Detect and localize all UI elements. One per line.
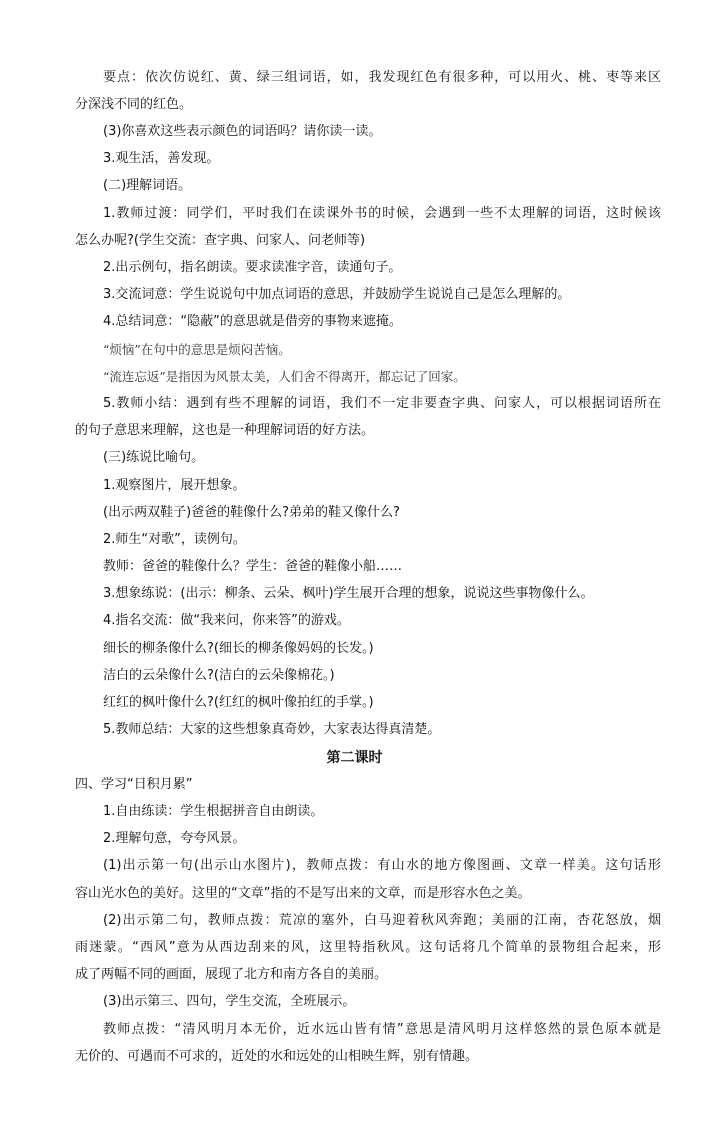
paragraph-line: 1.自由练读：学生根据拼音自由朗读。 <box>103 804 324 819</box>
paragraph-line: 洁白的云朵像什么?(洁白的云朵像棉花。) <box>103 668 335 683</box>
paragraph-line: 1.观察图片，展开想象。 <box>103 478 246 493</box>
paragraph-line: 成了两幅不同的画面，展现了北方和南方各自的美丽。 <box>75 967 388 982</box>
paragraph-line: 红红的枫叶像什么?(红红的枫叶像拍红的手掌。) <box>103 695 374 710</box>
paragraph-line: 怎么办呢?(学生交流：查字典、问家人、问老师等) <box>75 233 366 248</box>
paragraph-line: 3.交流词意：学生说说句中加点词语的意思，并鼓励学生说说自己是怎么理解的。 <box>103 287 571 302</box>
section-heading: 四、学习“日积月累” <box>75 777 193 792</box>
paragraph-line: (3)你喜欢这些表示颜色的词语吗？请你读一读。 <box>103 124 382 139</box>
paragraph-line: 容山光水色的美好。这里的“文章”指的不是写出来的文章，而是形容水色之美。 <box>75 886 531 901</box>
paragraph-line: 细长的柳条像什么?(细长的柳条像妈妈的长发。) <box>103 641 374 656</box>
paragraph-line: (1)出示第一句(出示山水图片)，教师点拨：有山水的地方像图画、文章一样美。这句话形 <box>103 858 661 873</box>
paragraph-line: (3)出示第三、四句，学生交流，全班展示。 <box>103 994 356 1009</box>
paragraph-line: 3.观生活，善发现。 <box>103 151 220 166</box>
paragraph-line: 要点：依次仿说红、黄、绿三组词语，如，我发现红色有很多种，可以用火、桃、枣等来区 <box>103 70 661 85</box>
paragraph-line: 2.师生“对歌”，读例句。 <box>103 532 246 547</box>
paragraph-line: (出示两双鞋子)爸爸的鞋像什么?弟弟的鞋又像什么? <box>103 505 400 520</box>
paragraph-line: 雨迷蒙。“西风”意为从西边刮来的风，这里特指秋风。这句话将几个简单的景物组合起来，形 <box>75 940 661 955</box>
paragraph-line: 5.教师小结：遇到有些不理解的词语，我们不一定非要查字典、问家人，可以根据词语所在 <box>103 396 661 411</box>
section-heading: (三)练说比喻句。 <box>103 450 205 465</box>
paragraph-line: “流连忘返”是指因为风景太美，人们舍不得离开，都忘记了回家。 <box>103 369 466 384</box>
paragraph-line: 4.指名交流：做“我来问，你来答”的游戏。 <box>103 613 350 628</box>
paragraph-line: “烦恼”在句中的意思是烦闷苦恼。 <box>103 342 291 357</box>
paragraph-line: 5.教师总结：大家的这些想象真奇妙，大家表达得真清楚。 <box>103 722 441 737</box>
paragraph-line: 1.教师过渡：同学们，平时我们在读课外书的时候，会遇到一些不太理解的词语，这时候该 <box>103 206 661 221</box>
paragraph-line: 2.出示例句，指名朗读。要求读准字音，读通句子。 <box>103 260 402 275</box>
paragraph-line: 3.想象练说：(出示：柳条、云朵、枫叶)学生展开合理的想象，说说这些事物像什么。 <box>103 586 594 601</box>
paragraph-line: 无价的、可遇而不可求的，近处的水和远处的山相映生辉，别有情趣。 <box>75 1049 479 1064</box>
section-heading: (二)理解词语。 <box>103 178 192 193</box>
paragraph-line: 教师点拨：“清风明月本无价，近水远山皆有情”意思是清风明月这样悠然的景色原本就是 <box>103 1022 661 1037</box>
lesson-title: 第二课时 <box>326 750 383 766</box>
paragraph-line: 分深浅不同的红色。 <box>75 97 193 112</box>
paragraph-line: 教师：爸爸的鞋像什么？学生：爸爸的鞋像小船…… <box>103 559 403 574</box>
paragraph-line: 4.总结词意：“隐蔽”的意思就是借旁的事物来遮掩。 <box>103 314 402 329</box>
paragraph-line: 2.理解句意，夸夸风景。 <box>103 831 246 846</box>
paragraph-line: 的句子意思来理解，这也是一种理解词语的好方法。 <box>75 423 375 438</box>
paragraph-line: (2)出示第二句，教师点拨：荒凉的塞外，白马迎着秋风奔跑；美丽的江南，杏花怒放，烟 <box>103 913 661 928</box>
